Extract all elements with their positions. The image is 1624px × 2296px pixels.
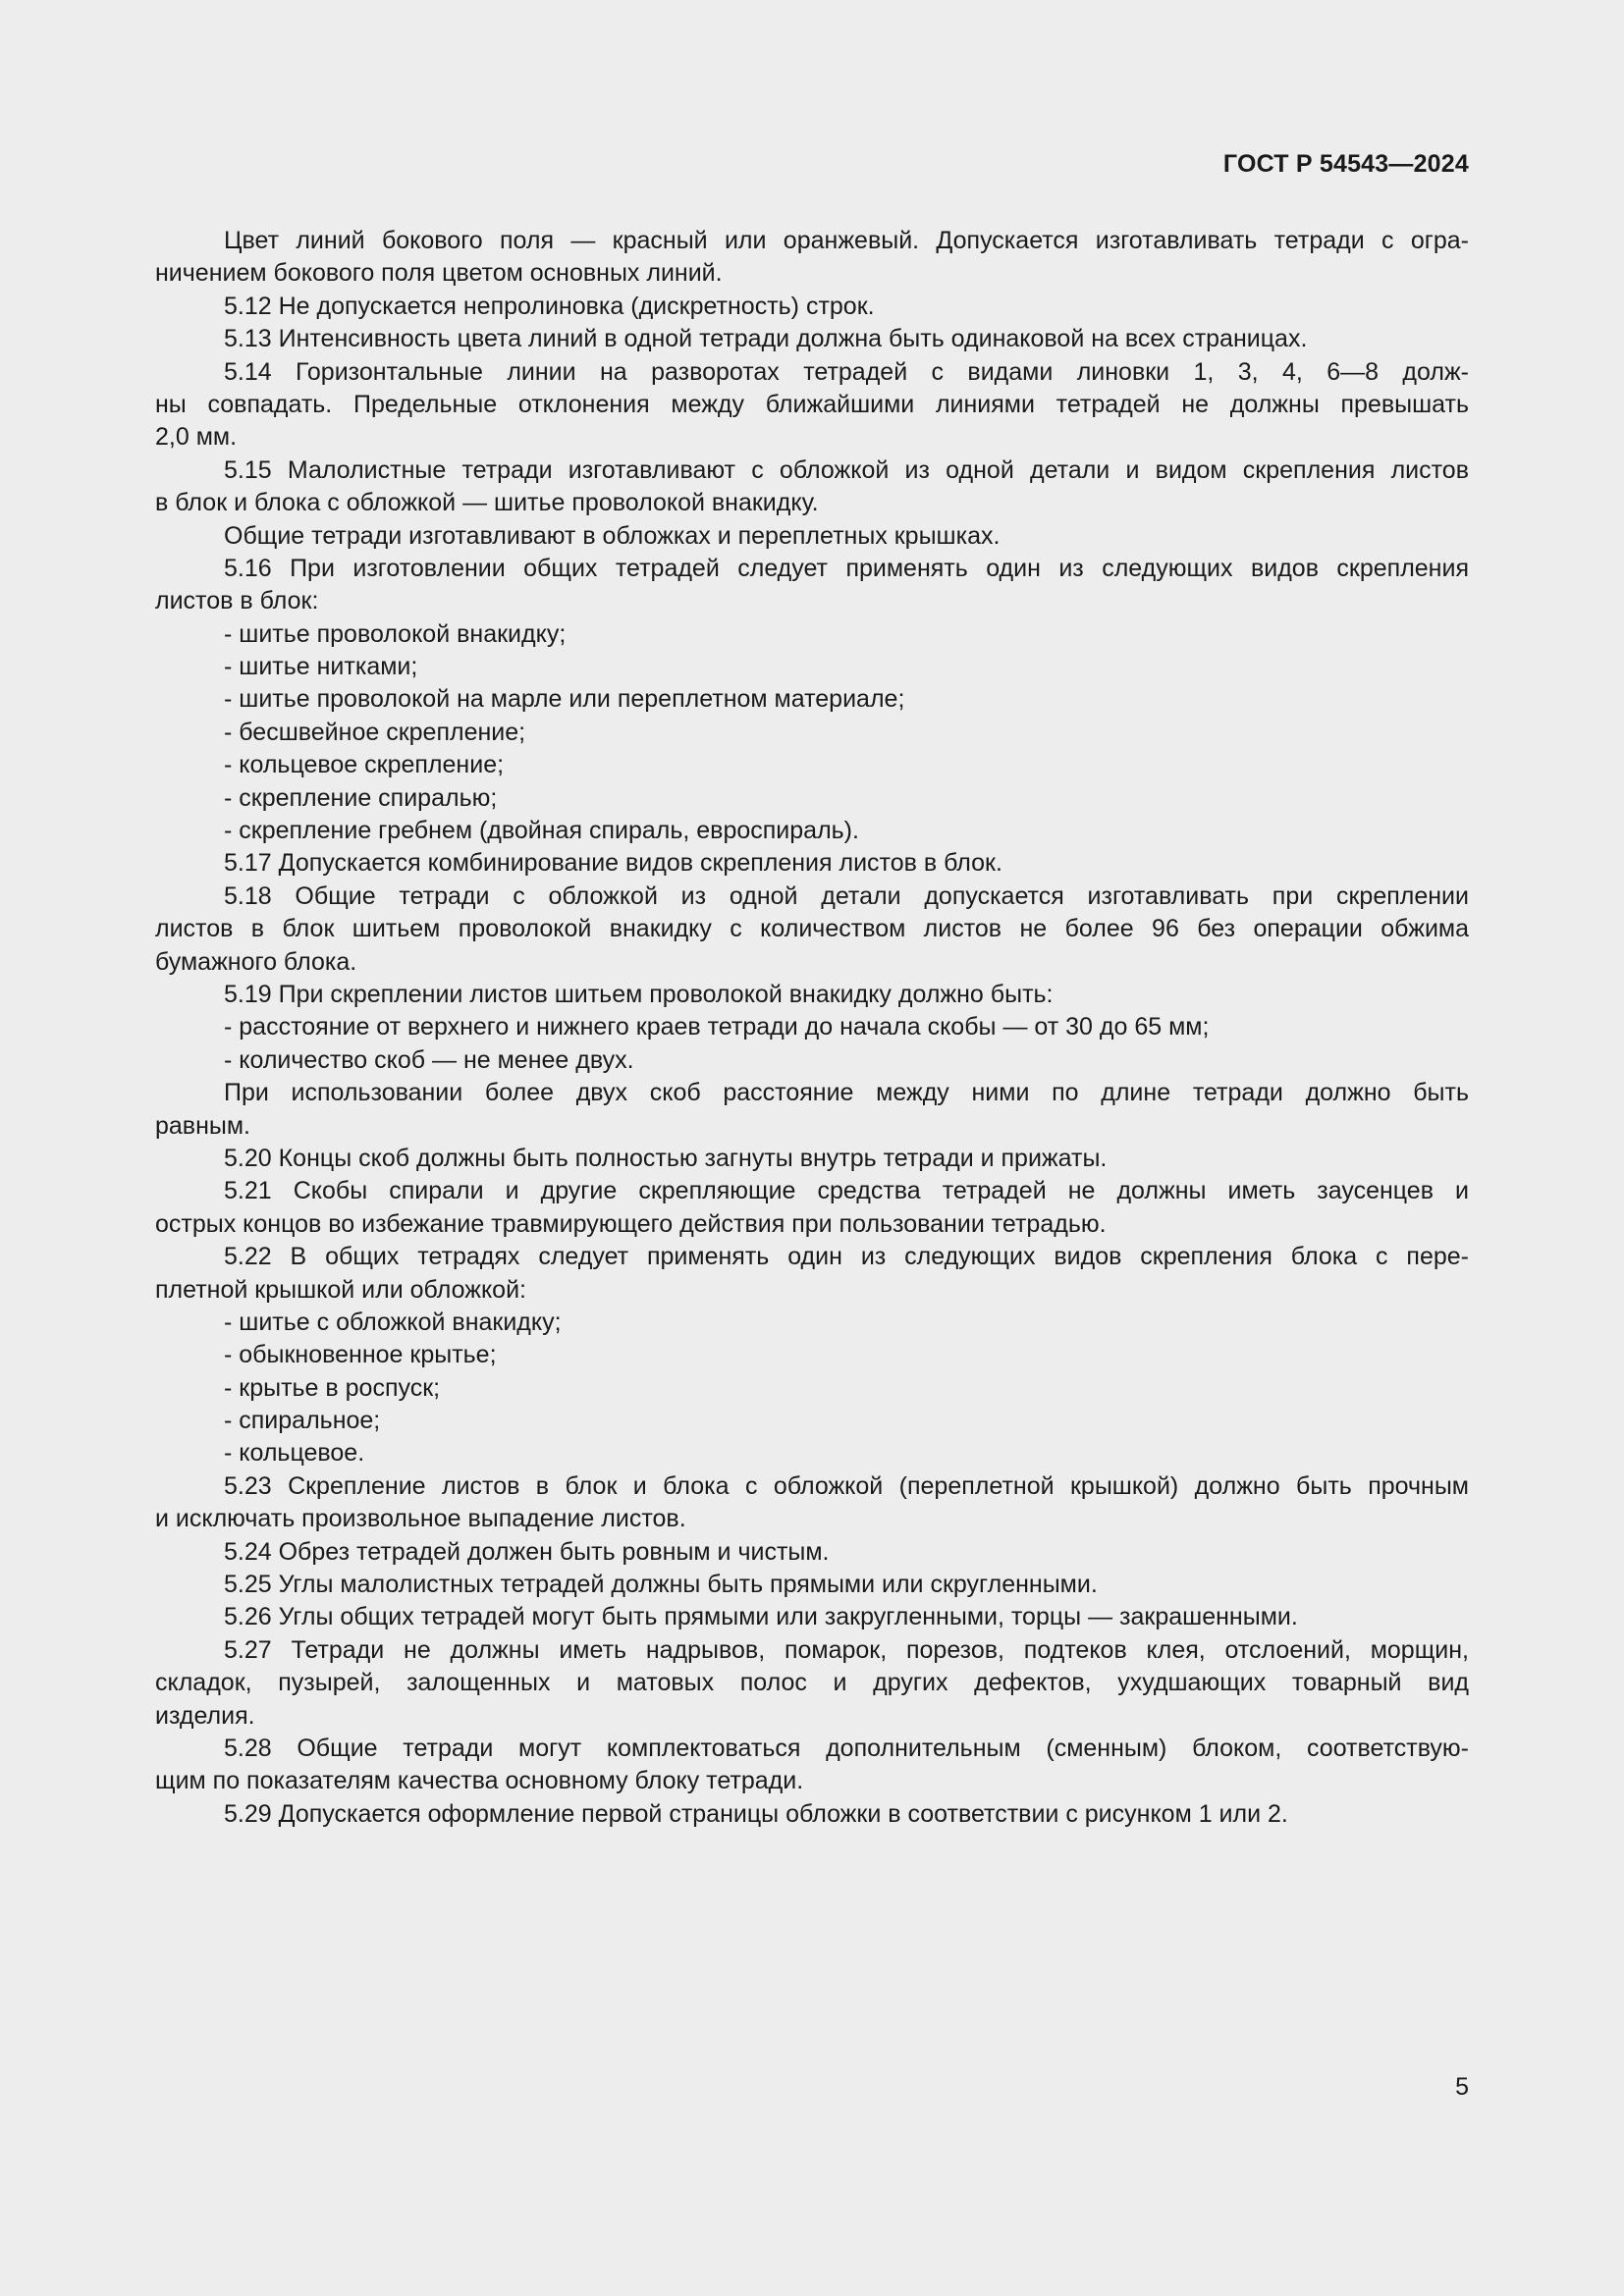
- text-line: 5.28 Общие тетради могут комплектоваться дополнительным (сменным) блоком, соответствую-: [224, 1734, 1469, 1762]
- text-line: - скрепление спиралью;: [224, 783, 498, 812]
- text-line: - количество скоб — не менее двух.: [224, 1045, 634, 1074]
- text-line: - шитье проволокой внакидку;: [224, 619, 567, 648]
- text-line: - бесшвейное скрепление;: [224, 718, 526, 746]
- text-line: 5.18 Общие тетради с обложкой из одной детали допускается изготавливать при скреплении: [224, 881, 1469, 910]
- text-line: - спиральное;: [224, 1407, 381, 1435]
- text-line: 5.16 При изготовлении общих тетрадей следует применять один из следующих видов скрепления: [224, 554, 1469, 582]
- text-line: - расстояние от верхнего и нижнего краев тетради до начала скобы — от 30 до 65 мм;: [224, 1013, 1210, 1041]
- text-line: изделия.: [155, 1701, 255, 1730]
- text-line: ничением бокового поля цветом основных линий.: [155, 259, 723, 288]
- text-line: - кольцевое.: [224, 1439, 365, 1468]
- text-line: 5.13 Интенсивность цвета линий в одной тетради должна быть одинаковой на всех страницах.: [224, 325, 1308, 353]
- text-line: плетной крышкой или обложкой:: [155, 1275, 526, 1304]
- text-line: складок, пузырей, залощенных и матовых полос и других дефектов, ухудшающих товарный вид: [155, 1669, 1469, 1697]
- text-line: - обыкновенное крытье;: [224, 1341, 497, 1369]
- text-line: 5.15 Малолистные тетради изготавливают с обложкой из одной детали и видом скрепления листов: [224, 455, 1469, 484]
- text-line: 5.29 Допускается оформление первой страницы обложки в соответствии с рисунком 1 или 2.: [224, 1799, 1288, 1828]
- text-line: 2,0 мм.: [155, 423, 238, 452]
- text-line: 5.17 Допускается комбинирование видов скрепления листов в блок.: [224, 849, 1002, 878]
- text-line: 5.22 В общих тетрадях следует применять один из следующих видов скрепления блока с пере-: [224, 1243, 1469, 1271]
- text-line: - шитье проволокой на марле или переплетном материале;: [224, 685, 905, 714]
- text-line: При использовании более двух скоб расстояние между ними по длине тетради должно быть: [224, 1079, 1469, 1107]
- text-line: 5.12 Не допускается непролиновка (дискретность) строк.: [224, 292, 875, 320]
- text-line: 5.21 Скобы спирали и другие скрепляющие средства тетрадей не должны иметь заусенцев и: [224, 1177, 1469, 1205]
- text-line: - скрепление гребнем (двойная спираль, евроспираль).: [224, 817, 859, 845]
- text-line: ны совпадать. Предельные отклонения между ближайшими линиями тетрадей не должны превышать: [155, 390, 1469, 418]
- text-line: 5.20 Концы скоб должны быть полностью загнуты внутрь тетради и прижаты.: [224, 1144, 1108, 1172]
- text-line: в блок и блока с обложкой — шитье проволокой внакидку.: [155, 489, 819, 517]
- text-line: 5.23 Скрепление листов в блок и блока с обложкой (переплетной крышкой) должно быть прочным: [224, 1471, 1469, 1500]
- text-line: 5.24 Обрез тетрадей должен быть ровным и чистым.: [224, 1537, 830, 1566]
- text-line: 5.27 Тетради не должны иметь надрывов, помарок, порезов, подтеков клея, отслоений, морщин,: [224, 1635, 1469, 1664]
- text-line: - шитье с обложкой внакидку;: [224, 1308, 562, 1336]
- page-number: 5: [1455, 2073, 1469, 2101]
- text-line: Цвет линий бокового поля — красный или оранжевый. Допускается изготавливать тетради с огра-: [224, 227, 1469, 254]
- text-line: Общие тетради изготавливают в обложках и переплетных крышках.: [224, 521, 1001, 550]
- text-line: 5.14 Горизонтальные линии на разворотах тетрадей с видами линовки 1, 3, 4, 6—8 долж-: [224, 357, 1469, 386]
- text-line: щим по показателям качества основному блоку тетради.: [155, 1767, 804, 1795]
- text-line: листов в блок:: [155, 587, 319, 615]
- text-line: бумажного блока.: [155, 947, 357, 976]
- text-line: острых концов во избежание травмирующего действия при пользовании тетрадью.: [155, 1209, 1107, 1238]
- body-text: [155, 225, 1469, 1831]
- text-line: 5.19 При скреплении листов шитьем проволокой внакидку должно быть:: [224, 980, 1054, 1008]
- text-line: 5.25 Углы малолистных тетрадей должны быть прямыми или скругленными.: [224, 1571, 1098, 1599]
- text-line: равным.: [155, 1111, 250, 1140]
- text-line: и исключать произвольное выпадение листов.: [155, 1505, 686, 1533]
- text-line: листов в блок шитьем проволокой внакидку с количеством листов не более 96 без операции обжима: [155, 915, 1469, 943]
- text-line: - крытье в роспуск;: [224, 1373, 441, 1402]
- text-line: - кольцевое скрепление;: [224, 751, 505, 779]
- text-line: 5.26 Углы общих тетрадей могут быть прямыми или закругленными, торцы — закрашенными.: [224, 1603, 1298, 1631]
- text-line: - шитье нитками;: [224, 653, 418, 681]
- document-code-header: ГОСТ Р 54543—2024: [1222, 150, 1469, 178]
